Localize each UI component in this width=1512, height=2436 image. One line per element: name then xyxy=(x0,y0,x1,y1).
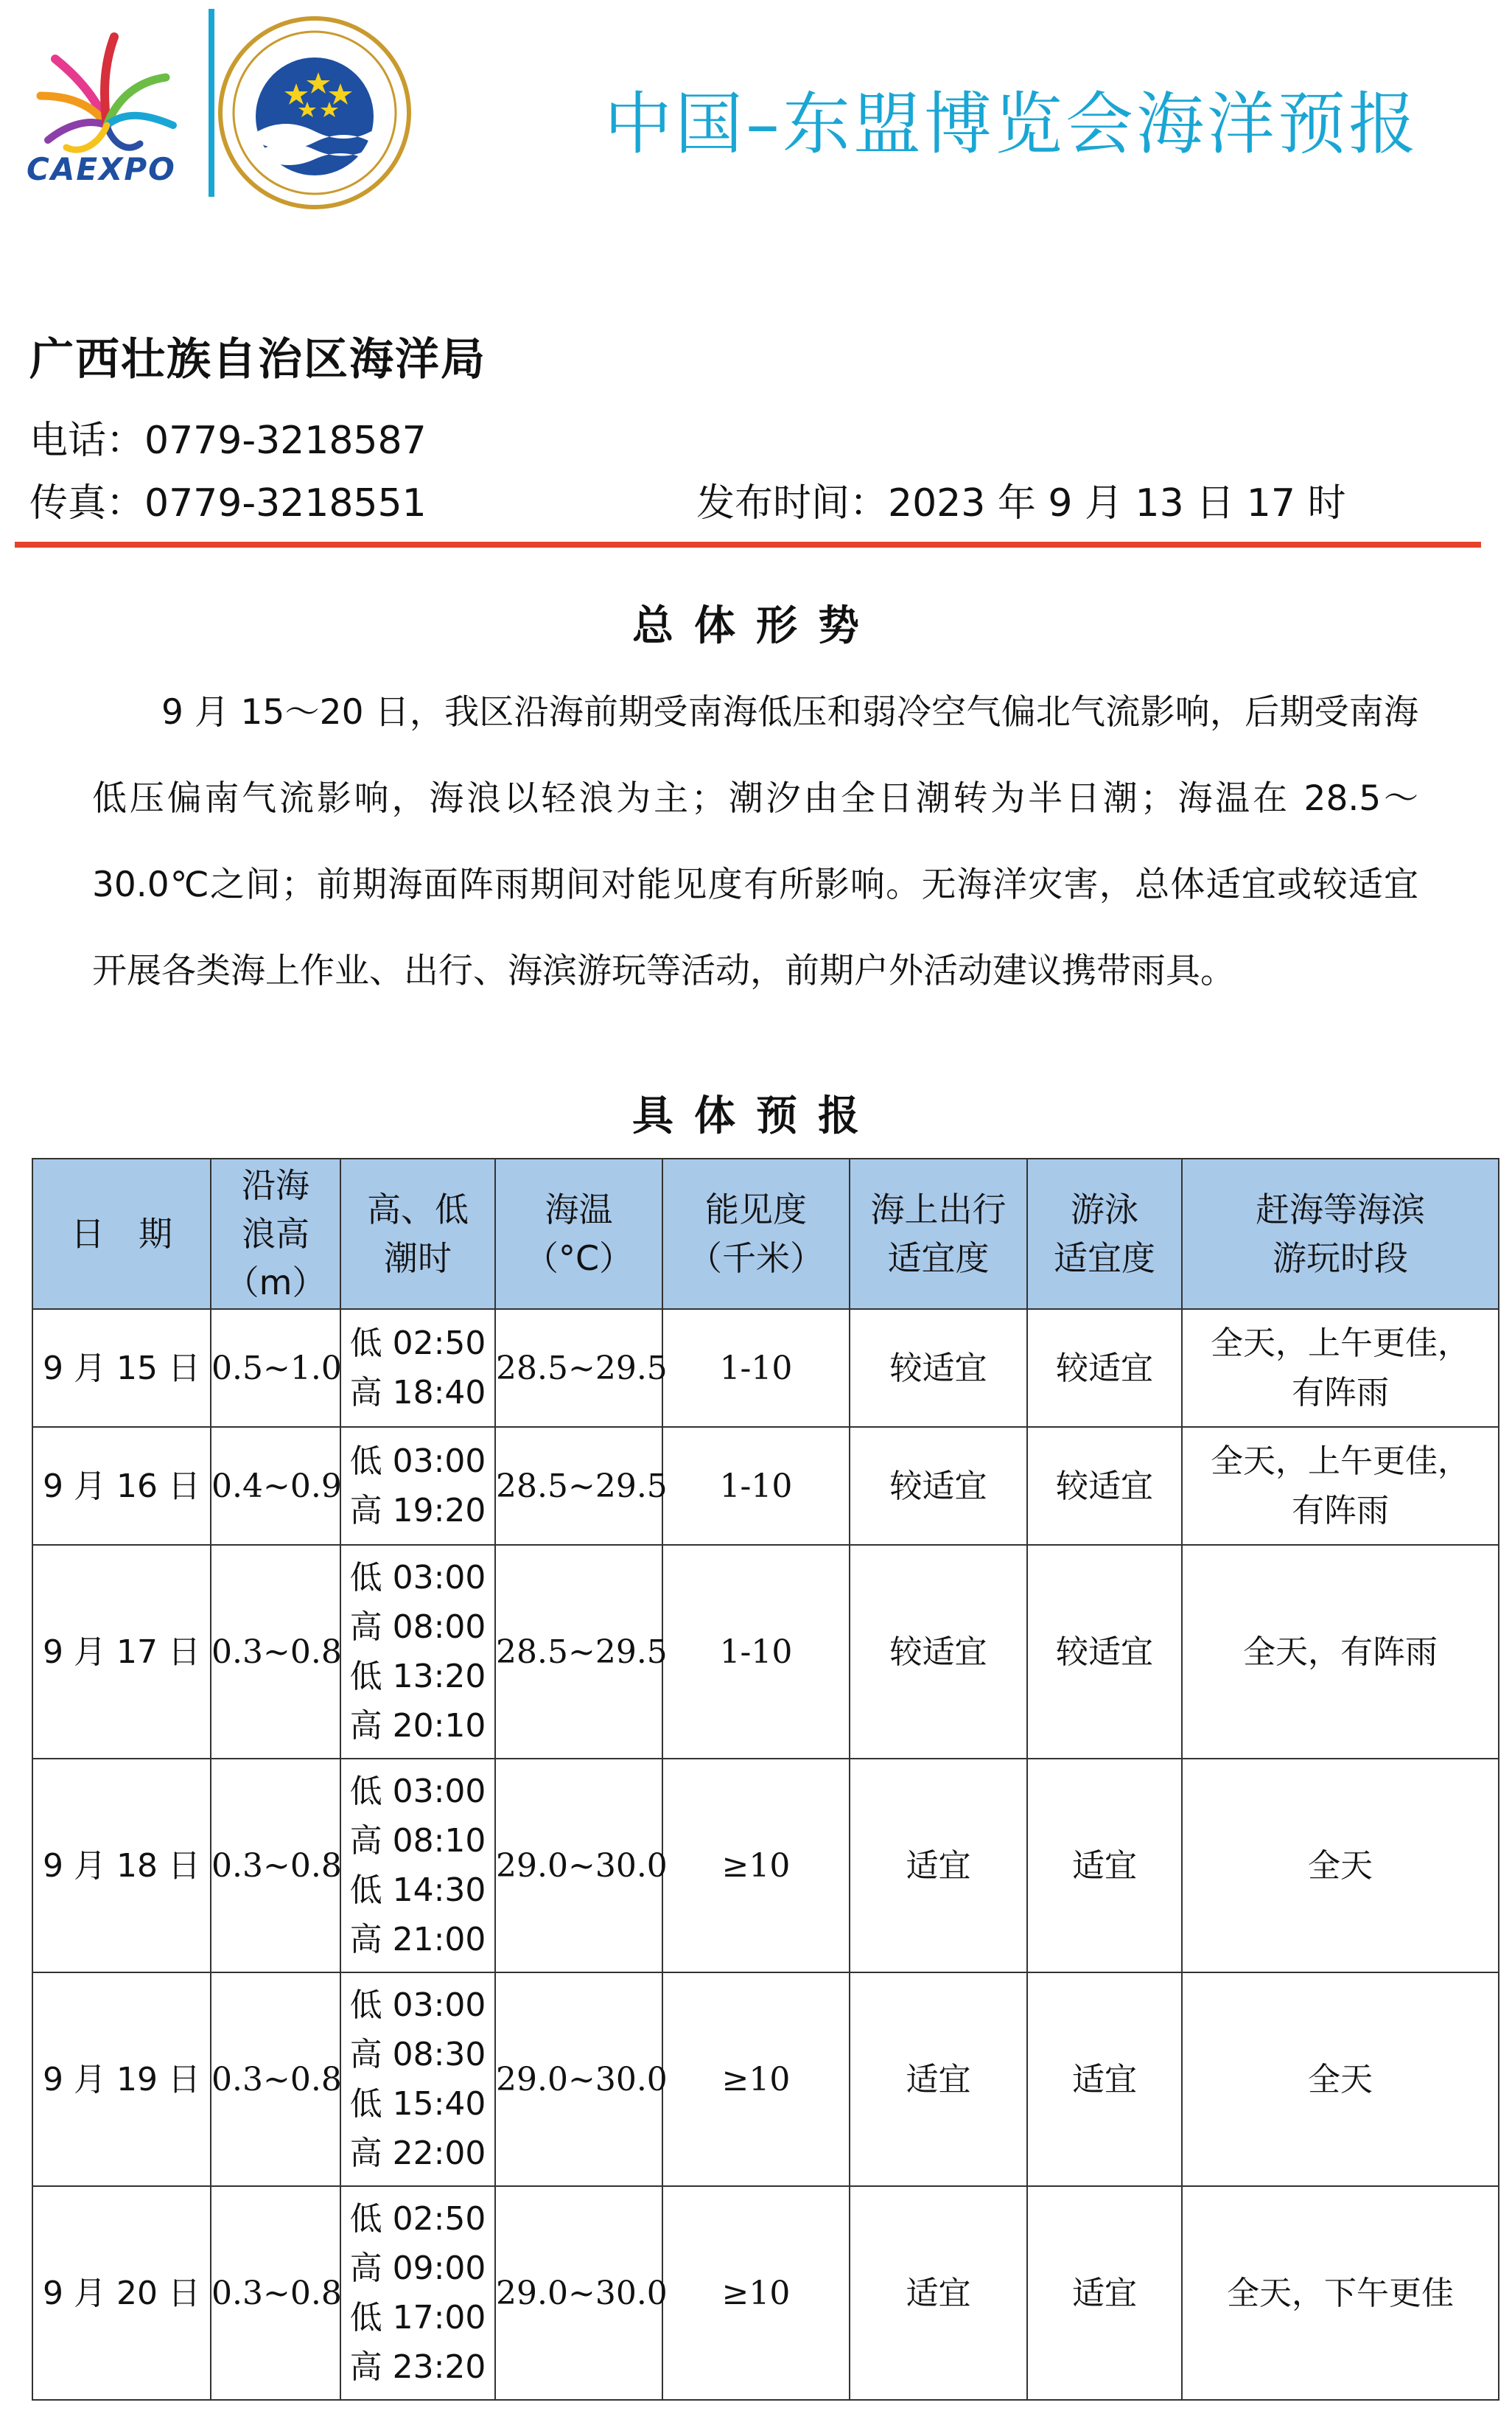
beach-time-cell xyxy=(1182,1759,1499,1972)
sea-temp-cell: 29.0~30.0 xyxy=(495,2186,662,2400)
visibility-cell: ≥10 xyxy=(662,2186,850,2400)
column-header-line: 能见度 xyxy=(705,1190,807,1229)
beach-time-cell xyxy=(1182,1972,1499,2186)
date-cell: 9 月 18 日 xyxy=(32,1759,211,1972)
fax-line: 传真：0779-3218551 xyxy=(29,481,427,526)
column-header xyxy=(495,1159,662,1309)
wave-height-cell: 0.3~0.8 xyxy=(211,1545,340,1759)
table-row xyxy=(32,1309,1499,1427)
column-header-line: 海上出行 xyxy=(870,1190,1007,1229)
table-header-row xyxy=(32,1159,1499,1309)
tide-times-cell xyxy=(340,1972,495,2186)
date-cell: 9 月 16 日 xyxy=(32,1427,211,1545)
sea-temp-cell: 28.5~29.5 xyxy=(495,1427,662,1545)
publish-time: 发布时间：2023 年 9 月 13 日 17 时 xyxy=(696,481,1346,526)
tide-times-cell-line: 低 02:50 xyxy=(349,1325,486,1362)
page-header xyxy=(0,0,1512,214)
forecast-title: 具体预报 xyxy=(632,1092,880,1140)
tide-times-cell-line: 高 20:10 xyxy=(349,1707,486,1745)
sea-travel-cell: 适宜 xyxy=(850,2186,1027,2400)
overview-title: 总体形势 xyxy=(632,602,880,650)
sea-travel-cell: 适宜 xyxy=(850,1972,1027,2186)
column-header-line: 赶海等海滨 xyxy=(1256,1190,1425,1229)
date-cell: 9 月 15 日 xyxy=(32,1309,211,1427)
column-header-line: 浪高 xyxy=(242,1214,309,1254)
sea-temp-cell: 28.5~29.5 xyxy=(495,1309,662,1427)
tide-times-cell xyxy=(340,1545,495,1759)
column-header-line: 海温 xyxy=(545,1190,613,1229)
beach-time-cell xyxy=(1182,1309,1499,1427)
beach-time-cell xyxy=(1182,1545,1499,1759)
column-header-line: 适宜度 xyxy=(1054,1238,1155,1278)
tide-times-cell-line: 低 02:50 xyxy=(349,2200,486,2238)
beach-time-cell-line: 全天，上午更佳， xyxy=(1211,1325,1470,1362)
tide-times-cell-line: 低 03:00 xyxy=(349,1442,486,1480)
visibility-cell: 1-10 xyxy=(662,1545,850,1759)
header-divider xyxy=(209,9,214,197)
tide-times-cell-line: 高 21:00 xyxy=(349,1921,486,1958)
table-row xyxy=(32,1972,1499,2186)
tide-times-cell-line: 高 23:20 xyxy=(349,2348,486,2386)
visibility-cell: 1-10 xyxy=(662,1309,850,1427)
column-header-line: 适宜度 xyxy=(887,1238,990,1278)
tide-times-cell-line: 低 03:00 xyxy=(349,1773,486,1810)
phone-line: 电话：0779-3218587 xyxy=(29,419,427,463)
tide-times-cell-line: 高 08:00 xyxy=(349,1608,486,1646)
beach-time-cell xyxy=(1182,1427,1499,1545)
column-header xyxy=(340,1159,495,1309)
column-header-line: （千米） xyxy=(688,1238,824,1278)
swimming-cell: 适宜 xyxy=(1027,1972,1182,2186)
wave-height-cell: 0.3~0.8 xyxy=(211,1972,340,2186)
tide-times-cell-line: 高 08:10 xyxy=(349,1822,486,1860)
table-row xyxy=(32,1427,1499,1545)
column-header xyxy=(850,1159,1027,1309)
tide-times-cell-line: 高 19:20 xyxy=(349,1492,486,1529)
tide-times-cell-line: 高 08:30 xyxy=(349,2036,486,2073)
ocean-bureau-seal xyxy=(215,13,414,212)
table-row xyxy=(32,2186,1499,2400)
beach-time-cell-line: 全天 xyxy=(1308,2060,1373,2098)
sea-travel-cell: 较适宜 xyxy=(850,1309,1027,1427)
tide-times-cell-line: 高 09:00 xyxy=(349,2250,486,2287)
tide-times-cell-line: 高 22:00 xyxy=(349,2135,486,2172)
column-header-line: 日 期 xyxy=(71,1214,172,1254)
beach-time-cell-line: 有阵雨 xyxy=(1292,1492,1389,1529)
swimming-cell: 较适宜 xyxy=(1027,1545,1182,1759)
beach-time-cell-line: 全天，有阵雨 xyxy=(1243,1633,1438,1671)
sea-temp-cell: 29.0~30.0 xyxy=(495,1972,662,2186)
wave-height-cell: 0.3~0.8 xyxy=(211,2186,340,2400)
tide-times-cell xyxy=(340,1759,495,1972)
page-title: 中国–东盟博览会海洋预报 xyxy=(604,85,1420,164)
tide-times-cell-line: 低 17:00 xyxy=(349,2299,486,2336)
column-header-line: 沿海 xyxy=(242,1165,309,1205)
beach-time-cell-line: 全天，上午更佳， xyxy=(1211,1442,1470,1480)
table-row xyxy=(32,1759,1499,1972)
caexpo-wordmark: CAEXPO xyxy=(27,151,176,187)
swimming-cell: 较适宜 xyxy=(1027,1427,1182,1545)
column-header-line: 游泳 xyxy=(1071,1190,1138,1229)
sea-temp-cell: 29.0~30.0 xyxy=(495,1759,662,1972)
sea-travel-cell: 适宜 xyxy=(850,1759,1027,1972)
beach-time-cell-line: 全天 xyxy=(1308,1846,1373,1885)
org-name: 广西壮族自治区海洋局 xyxy=(29,334,486,385)
visibility-cell: ≥10 xyxy=(662,1759,850,1972)
tide-times-cell-line: 低 14:30 xyxy=(349,1871,486,1909)
forecast-table xyxy=(32,1158,1499,2401)
table-row xyxy=(32,1545,1499,1759)
column-header xyxy=(1182,1159,1499,1309)
swimming-cell: 适宜 xyxy=(1027,1759,1182,1972)
tide-times-cell xyxy=(340,2186,495,2400)
visibility-cell: 1-10 xyxy=(662,1427,850,1545)
wave-height-cell: 0.4~0.9 xyxy=(211,1427,340,1545)
visibility-cell: ≥10 xyxy=(662,1972,850,2186)
column-header-line: 潮时 xyxy=(384,1238,452,1278)
tide-times-cell-line: 低 13:20 xyxy=(349,1658,486,1695)
date-cell: 9 月 19 日 xyxy=(32,1972,211,2186)
column-header xyxy=(662,1159,850,1309)
swimming-cell: 适宜 xyxy=(1027,2186,1182,2400)
column-header-line: 游玩时段 xyxy=(1273,1238,1408,1278)
sea-temp-cell: 28.5~29.5 xyxy=(495,1545,662,1759)
header-rule xyxy=(15,542,1481,548)
sea-travel-cell: 较适宜 xyxy=(850,1427,1027,1545)
sea-travel-cell: 较适宜 xyxy=(850,1545,1027,1759)
tide-times-cell-line: 低 15:40 xyxy=(349,2085,486,2123)
column-header xyxy=(1027,1159,1182,1309)
column-header xyxy=(211,1159,340,1309)
column-header-line: （m） xyxy=(225,1263,326,1302)
tide-times-cell-line: 低 03:00 xyxy=(349,1986,486,2024)
beach-time-cell-line: 全天，下午更佳 xyxy=(1227,2274,1454,2312)
wave-height-cell: 0.3~0.8 xyxy=(211,1759,340,1972)
column-header-line: （°C） xyxy=(524,1238,634,1278)
column-header-line: 高、低 xyxy=(367,1190,469,1229)
beach-time-cell xyxy=(1182,2186,1499,2400)
tide-times-cell-line: 高 18:40 xyxy=(349,1374,486,1411)
overview-text: 9 月 15～20 日，我区沿海前期受南海低压和弱冷空气偏北气流影响，后期受南海低压偏南气流影响，海浪以轻浪为主；潮汐由全日潮转为半日潮；海温在 28.5～30.0℃之间；前期海面阵雨期间对能见度有所影响。无海洋灾害，总体适宜或较适宜开展各类海上作业、出行、海滨游玩等活动，前期户外活动建议携带雨具。 xyxy=(92,692,1418,991)
tide-times-cell xyxy=(340,1427,495,1545)
date-cell: 9 月 20 日 xyxy=(32,2186,211,2400)
wave-height-cell: 0.5~1.0 xyxy=(211,1309,340,1427)
beach-time-cell-line: 有阵雨 xyxy=(1292,1374,1389,1411)
date-cell: 9 月 17 日 xyxy=(32,1545,211,1759)
tide-times-cell xyxy=(340,1309,495,1427)
column-header xyxy=(32,1159,211,1309)
tide-times-cell-line: 低 03:00 xyxy=(349,1559,486,1596)
swimming-cell: 较适宜 xyxy=(1027,1309,1182,1427)
